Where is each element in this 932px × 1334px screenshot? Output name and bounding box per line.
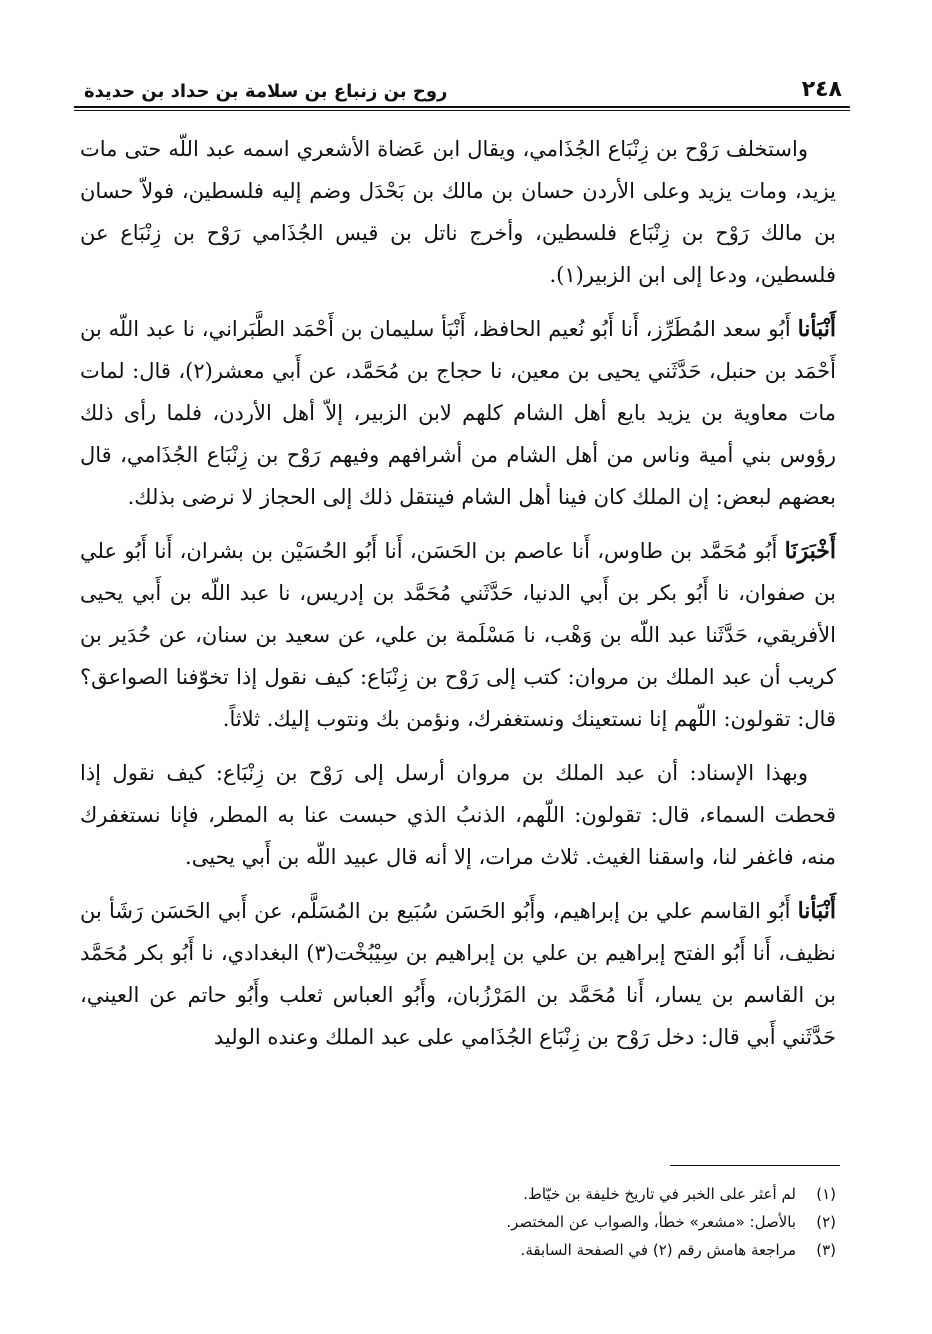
paragraph-lead: أَنْبَأنا [797,898,836,924]
paragraph-5 [80,890,836,1058]
footnote-1 [80,1180,836,1208]
paragraph-text: وبهذا الإسناد: أن عبد الملك بن مروان أرسل إلى رَوْح بن زِنْبَاع: كيف نقول إذا قحطت السماء، قال: تقولون: اللّهم، الذنبُ الذي حبست عنا به المطر، فإنا نستغفرك منه، فاغفر لنا، واسقنا الغيث. ثلاث مرات، إلا أنه قال عبيد اللّه بن أَبي يحيى. [80,761,836,869]
paragraph-text: واستخلف رَوْح بن زِنْبَاع الجُذَامي، ويقال ابن عَضاة الأشعري اسمه عبد اللّه حتى مات يزيد، ومات يزيد وعلى الأردن حسان بن مالك بن بَحْدَل وضم إليه فلسطين، فولاّ حسان بن مالك رَوْح بن زِنْبَاع فلسطين، وأخرج ناتل بن قيس الجُذَامي رَوْح بن زِنْبَاع عن فلسطين، ودعا إلى ابن الزبير(١). [80,137,836,287]
footnote-number: (٣) [816,1241,836,1259]
paragraph-lead: أَنْبَأنا [797,316,836,342]
header-rule [74,106,850,108]
paragraph-4 [80,752,836,878]
footnote-text: لم أعثر على الخبر في تاريخ خليفة بن خيّاط. [523,1185,796,1203]
paragraph-lead: أَخْبَرَنَا [784,538,836,564]
footnote-number: (١) [816,1185,836,1203]
body-text [80,128,836,1070]
paragraph-text: أَبُو مُحَمَّد بن طاوس، أَنا عاصم بن الحَسَن، أَنا أَبُو الحُسَيْن بن بشران، أَنا أَبُو علي بن صفوان، نا أَبُو بكر بن أَبي الدنيا، حَدَّثَني مُحَمَّد بن إدريس، نا عبد اللّه بن أَبي يحيى الأفريقي، حَدَّثَنا عبد اللّه بن وَهْب، نا مَسْلَمة بن علي، عن سعيد بن سنان، عن حُدَير بن كريب أن عبد الملك بن مروان: كتب إلى رَوْح بن زِنْبَاع: كيف نقول إذا تخوّفنا الصواعق؟ قال: تقولون: اللّهم إنا نستعينك ونستغفرك، ونؤمن بك ونتوب إليك. ثلاثاً. [80,539,836,731]
paragraph-text: أَبُو القاسم علي بن إبراهيم، وأَبُو الحَسَن سُبَيع بن المُسَلَّم، عن أَبي الحَسَن رَشَأ بن نظيف، أَنا أَبُو الفتح إبراهيم بن علي بن إبراهيم بن سِيْبُخْت(٣) البغدادي، نا أَبُو بكر مُحَمَّد بن القاسم بن يسار، أَنا مُحَمَّد بن المَرْزُبان، وأَبُو العباس ثعلب وأَبُو حاتم عن العيني، حَدَّثَني أَبي قال: دخل رَوْح بن زِنْبَاع الجُذَامي على عبد الملك وعنده الوليد [80,899,837,1049]
footnote-rule [670,1165,840,1166]
footnotes [80,1180,836,1264]
footnote-text: مراجعة هامش رقم (٢) في الصفحة السابقة. [520,1241,796,1259]
paragraph-3 [80,530,836,740]
paragraph-2 [80,308,836,518]
footnote-3 [80,1236,836,1264]
paragraph-1 [80,128,836,296]
running-header [76,62,850,102]
page-number: ٢٤٨ [801,77,842,102]
paragraph-text: أَبُو سعد المُطَرِّز، أَنا أَبُو نُعيم الحافظ، أَنْبَأ سليمان بن أَحْمَد الطَّبَراني، نا عبد اللّه بن أَحْمَد بن حنبل، حَدَّثَني يحيى بن معين، نا حجاج بن مُحَمَّد، عن أَبي معشر(٢)، قال: لمات مات معاوية بن يزيد بايع أهل الشام كلهم لابن الزبير، إلاّ أهل الأردن، فلما رأى ذلك رؤوس بني أمية وناس من أهل الشام من أشرافهم وفيهم رَوْح بن زِنْبَاع الجُذَامي، قال بعضهم لبعض: إن الملك كان فينا أهل الشام فينتقل ذلك إلى الحجاز لا نرضى بذلك. [80,317,836,509]
footnote-text: بالأصل: «مشعر» خطأ، والصواب عن المختصر. [506,1213,796,1231]
book-page [60,50,850,1310]
footnote-number: (٢) [816,1213,836,1231]
header-rule-inner [74,110,850,111]
footnote-2 [80,1208,836,1236]
running-title: روح بن زنباع بن سلامة بن حداد بن حديدة [84,81,448,102]
